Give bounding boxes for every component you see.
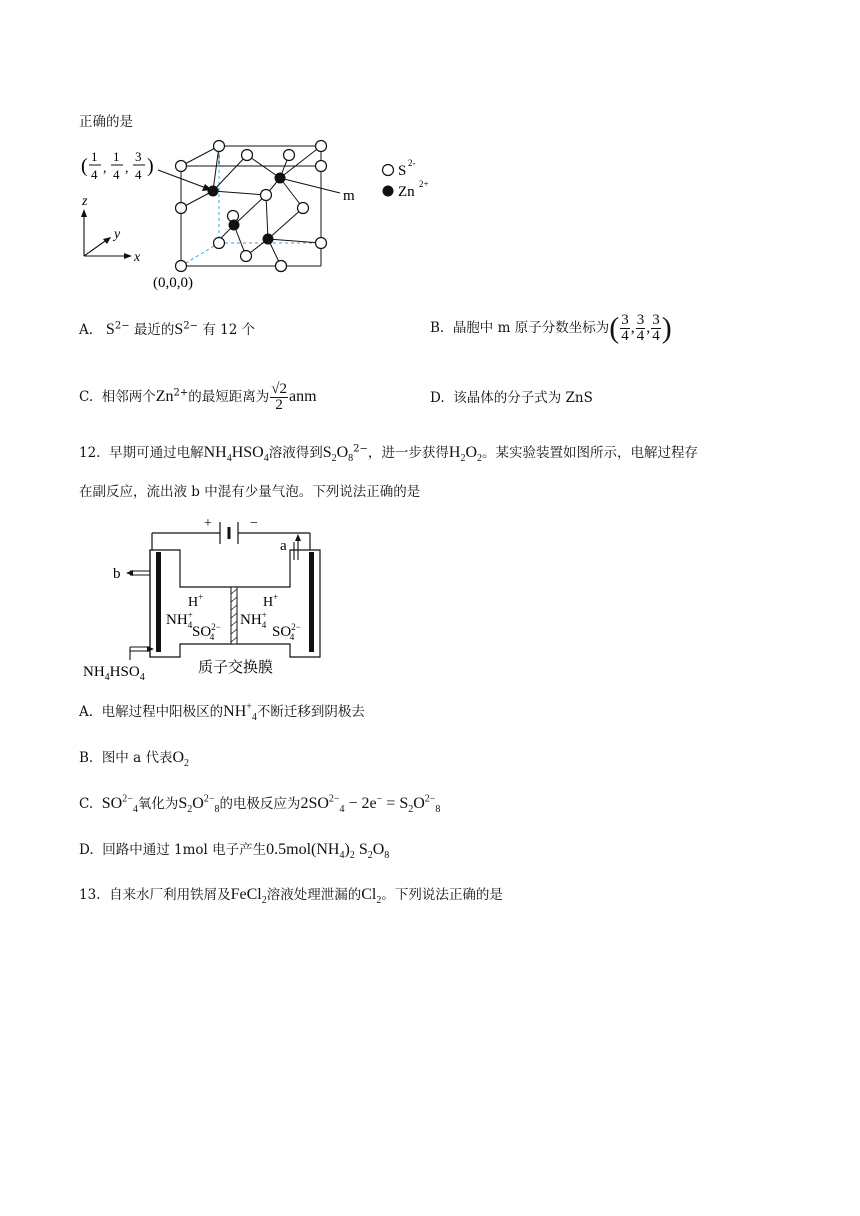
svg-text:SO2−4: $SO^{2-}$ 4 [272, 622, 301, 642]
svg-text:4: 4 [113, 167, 120, 182]
svg-text:NH+4: NH+ 4 [240, 610, 267, 630]
svg-text:2+: 2+ [419, 179, 429, 189]
svg-text:(: ( [81, 155, 88, 177]
outlet-a-label: a [280, 538, 287, 554]
svg-text:): ) [147, 155, 154, 177]
legend-s: S [398, 163, 407, 179]
q12-option-a[interactable]: A. 电解过程中阳极区的$NH^+_4$不断迁移到阴极去 [79, 701, 365, 724]
feed-label: $NH_4HSO_4$ [83, 664, 145, 683]
q13-stem: 13. 自来水厂利用铁屑及FeCl$_2$溶液处理泄漏的$Cl_2$。下列说法正确的是 [79, 886, 503, 907]
q12-option-b[interactable]: B. 图中 a 代表$O_2$ [79, 749, 190, 770]
m-label: m [343, 188, 355, 204]
svg-text:,: , [125, 161, 129, 176]
origin-label: (0,0,0) [153, 275, 193, 291]
q11-option-c[interactable]: C. 相邻两个$Zn^{2+}$的最短距离为 $\frac{√2}{2}$ anm [79, 381, 317, 413]
q12-stem-line1: 12. 早期可通过电解$NH_4HSO_4$溶液得到$S_2O_8^{2-}$，进一步获得$H_2O_2$。某实验装置如图所示，电解过程存 [79, 443, 699, 465]
q11-stem: 正确的是 [79, 114, 133, 130]
svg-text:,: , [103, 161, 107, 176]
membrane-label: 质子交换膜 [198, 660, 274, 676]
svg-text:4: 4 [91, 167, 98, 182]
axis-x-label: x [134, 250, 141, 265]
zns-unit-cell-figure [78, 135, 448, 295]
q12-option-d[interactable]: D. 回路中通过 1mol 电子产生$0.5mol(NH_4)_2$ $S_2O_8$ [79, 841, 390, 862]
battery-minus: − [250, 516, 258, 531]
svg-text:1: 1 [113, 149, 120, 164]
q12-option-c[interactable]: C. $SO^{2-}_4$氧化为$S_2O^{2-}_8$的电极反应为$2SO^{2-}_4 - 2e^- = S_2O^{2-}_8$ [79, 793, 441, 816]
svg-text:SO2−4: $SO^{2-}$ 4 [192, 622, 221, 642]
svg-text:NH+4: NH+ 4 [166, 610, 193, 630]
svg-text:H+: H+ [188, 592, 204, 610]
axis-z-label: z [82, 194, 88, 209]
legend-zn: Zn [398, 184, 415, 200]
svg-text:2-: 2- [408, 158, 416, 168]
electrolysis-apparatus-figure [80, 512, 350, 684]
q11-option-b[interactable]: B. 晶胞中 m 原子分数坐标为( $\frac{3}{4}$ , $\frac{3}{4}$ , $\frac{3}{4}$ ) [430, 311, 672, 345]
axis-y-label: y [114, 227, 121, 242]
svg-text:4: 4 [135, 167, 142, 182]
frac-num-1: 1 [91, 149, 98, 164]
svg-text:3: 3 [135, 149, 142, 164]
battery-plus: + [204, 516, 212, 531]
q11-option-d[interactable]: D. 该晶体的分子式为 ZnS [430, 390, 593, 406]
outlet-b-label: b [113, 566, 121, 582]
svg-text:H+: H+ [263, 592, 279, 610]
q11-option-a[interactable]: A. $S^{2-}$ 最近的$S^{2-}$ 有 12 个 [79, 320, 256, 338]
q12-stem-line2: 在副反应，流出液 b 中混有少量气泡。下列说法正确的是 [79, 484, 421, 500]
